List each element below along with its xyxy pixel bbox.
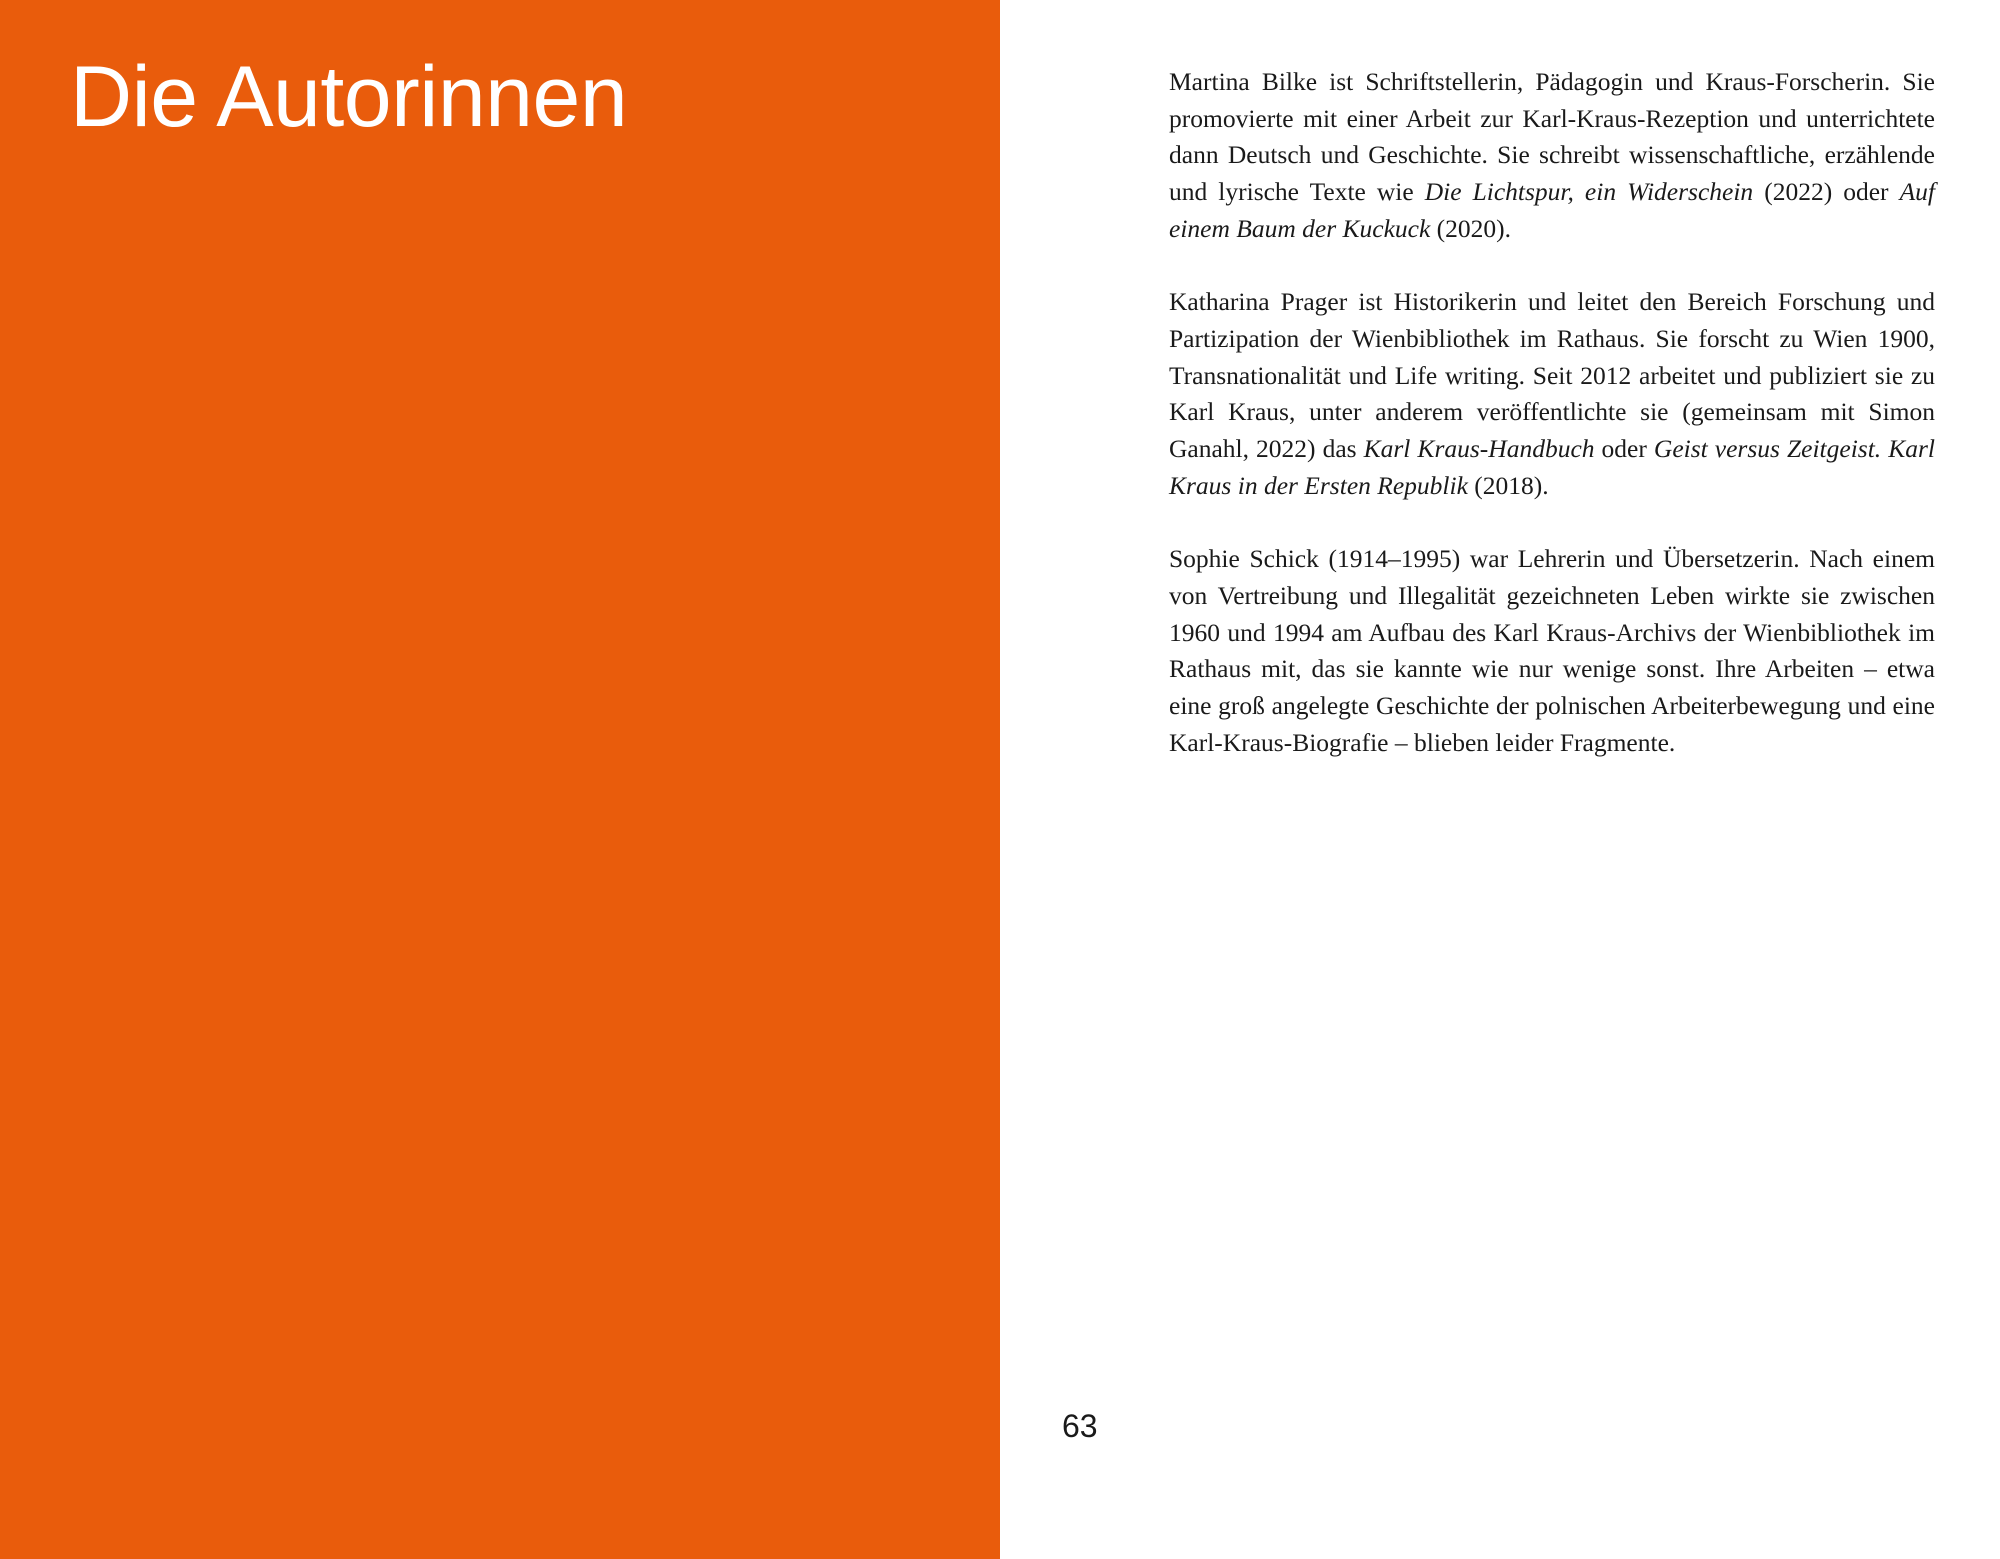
bio-text: Sophie Schick (1914–1995) war Lehrerin und Übersetzerin. Nach einem von Vertreibung und Illegalität gezeichneten Leben wirkte sie zwischen 1960 und 1994 am Aufbau des Karl Kraus-Archivs der Wienbibliothek im Rathaus mit, das sie kannte wie nur wenige sonst. Ihre Arbeiten – etwa eine groß angelegte Geschichte der polnischen Arbeiterbewegung und eine Karl-Kraus-Biografie – blieben leider Fragmente. (1169, 544, 1935, 757)
book-title: Geist versus Zeitgeist. Karl Kraus in der Ersten Republik (1169, 434, 1935, 500)
page-title: Die Autorinnen (70, 49, 628, 145)
bio-text: Martina Bilke ist Schriftstellerin, Pädagogin und Kraus-Forscherin. Sie promovierte mit einer Arbeit zur Karl-Kraus-Rezeption und unterrichtete dann Deutsch und Geschichte. Sie schreibt wissenschaftliche, erzählende und lyrische Texte wie (1169, 67, 1935, 207)
bio-text: (2022) oder (1753, 177, 1900, 207)
bio-sophie-schick (1169, 541, 1935, 761)
bio-text: (2018). (1467, 470, 1549, 500)
bio-text: (2020). (1430, 213, 1512, 243)
bio-katharina-prager (1169, 284, 1935, 504)
bio-martina-bilke (1169, 64, 1935, 248)
book-title: Auf einem Baum der Kuckuck (1169, 177, 1936, 243)
bio-column (1169, 64, 1935, 798)
page-number: 63 (1062, 1408, 1098, 1444)
book-title: Die Lichtspur, ein Widerschein (1424, 177, 1754, 207)
bio-text: Katharina Prager ist Historikerin und leitet den Bereich Forschung und Partizipation der Wienbibliothek im Rathaus. Sie forscht zu Wien 1900, Transnationalität und Life writing. Seit 2012 arbeitet und publiziert sie zu Karl Kraus, unter anderem veröffentlichte sie (gemeinsam mit Simon Ganahl, 2022) das (1169, 287, 1935, 464)
bio-text: oder (1594, 434, 1654, 464)
right-page (1000, 0, 2000, 1559)
book-title: Karl Kraus-Handbuch (1363, 434, 1595, 464)
